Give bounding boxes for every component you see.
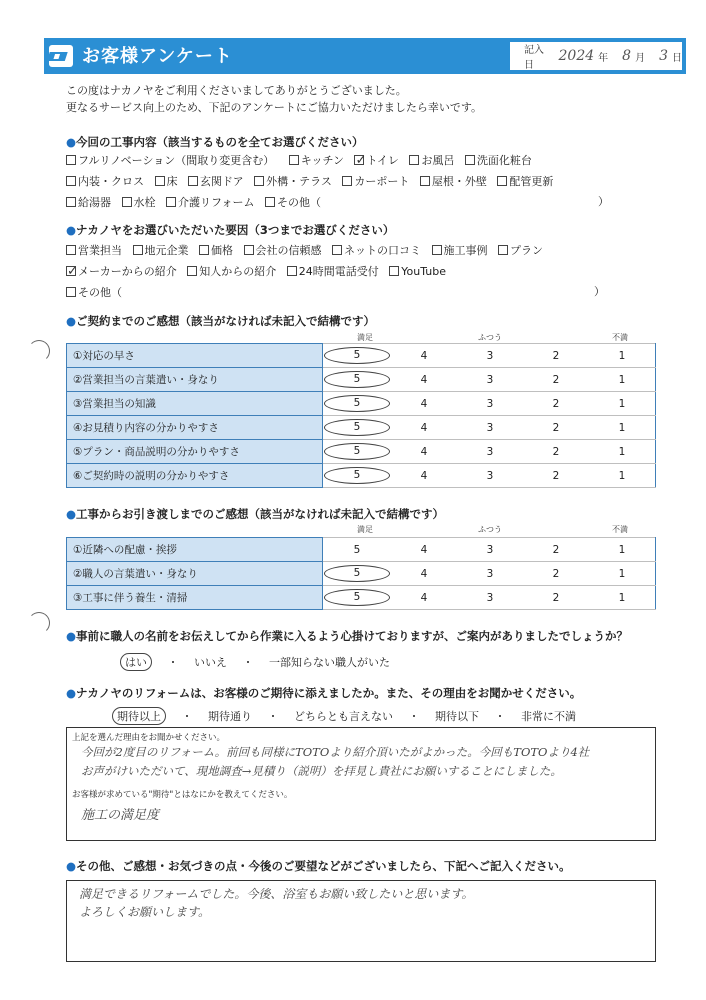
option-label: 床 xyxy=(166,175,178,188)
checkbox[interactable] xyxy=(66,287,76,297)
nakanoya-logo-icon xyxy=(49,45,73,67)
rating-2[interactable]: 2 xyxy=(552,349,560,362)
scale-low-label: 不満 xyxy=(612,333,628,342)
separator: ・ xyxy=(167,656,179,669)
q1-row-3 xyxy=(66,192,666,213)
day-value: 3 xyxy=(659,48,668,64)
q2-option[interactable] xyxy=(332,240,421,261)
close-paren: ） xyxy=(598,195,609,208)
rating-2[interactable]: 2 xyxy=(552,543,560,556)
option-label: キッチン xyxy=(300,154,344,167)
table-row xyxy=(67,464,656,488)
rating-3[interactable]: 3 xyxy=(486,543,494,556)
rating-cells xyxy=(323,562,656,586)
month-label: 月 xyxy=(635,52,646,64)
q1-option[interactable] xyxy=(188,171,244,192)
row-label: ①対応の早さ xyxy=(67,344,323,368)
checkbox[interactable] xyxy=(66,155,76,165)
rating-4[interactable]: 4 xyxy=(420,543,428,556)
row-label: ③営業担当の知識 xyxy=(67,392,323,416)
q1-option[interactable] xyxy=(354,150,398,171)
rating-3[interactable]: 3 xyxy=(486,445,494,458)
checkbox[interactable] xyxy=(342,176,352,186)
table-row xyxy=(67,392,656,416)
q2-row-3 xyxy=(66,282,666,303)
bullet-icon: ● xyxy=(66,223,77,237)
answer-yes-selected[interactable]: はい xyxy=(120,653,152,671)
q1-option[interactable] xyxy=(66,192,111,213)
rating-cells xyxy=(323,586,656,610)
option-label: 給湯器 xyxy=(78,196,111,209)
checkbox[interactable] xyxy=(420,176,430,186)
selected-circle[interactable]: 5 xyxy=(324,467,390,484)
q7-comment-box[interactable] xyxy=(66,880,656,962)
checkbox[interactable] xyxy=(465,155,475,165)
rating-3[interactable]: 3 xyxy=(486,469,494,482)
q1-title xyxy=(66,134,364,150)
bullet-icon: ● xyxy=(66,686,77,700)
rating-5[interactable] xyxy=(323,419,391,436)
option-label: 介護リフォーム xyxy=(178,196,255,209)
rating-4[interactable]: 4 xyxy=(420,567,428,580)
q1-option[interactable] xyxy=(166,192,254,213)
table-row xyxy=(67,586,656,610)
q1-option[interactable] xyxy=(342,171,409,192)
rating-5[interactable] xyxy=(323,395,391,412)
checkbox[interactable] xyxy=(155,176,165,186)
answer-below-expectation[interactable]: 期待以下 xyxy=(435,710,479,723)
separator: ・ xyxy=(494,710,506,723)
header-bar xyxy=(44,38,686,74)
intro-line-1: この度はナカノヤをご利用くださいましてありがとうございました。 xyxy=(66,84,407,97)
q7-title xyxy=(66,858,571,874)
q2-option[interactable] xyxy=(432,240,488,261)
rating-3[interactable]: 3 xyxy=(486,349,494,362)
year-label: 年 xyxy=(598,52,609,64)
option-label: その他（ xyxy=(276,196,321,209)
rating-2[interactable]: 2 xyxy=(552,469,560,482)
date-label: 記入日 xyxy=(524,45,544,71)
rating-1[interactable]: 1 xyxy=(618,469,626,482)
bullet-icon: ● xyxy=(66,135,77,149)
rating-cells xyxy=(323,368,656,392)
bullet-icon: ● xyxy=(66,859,77,873)
q1-options xyxy=(66,150,666,213)
date-box xyxy=(510,42,682,70)
answer-no[interactable]: いいえ xyxy=(194,656,227,669)
q2-option[interactable] xyxy=(287,261,379,282)
checkbox-checked[interactable] xyxy=(354,155,364,165)
q1-option[interactable] xyxy=(122,192,156,213)
checkbox[interactable] xyxy=(332,245,342,255)
checkbox[interactable] xyxy=(187,266,197,276)
q6-title xyxy=(66,685,581,701)
option-label: 地元企業 xyxy=(144,244,189,257)
q2-title xyxy=(66,222,394,238)
option-label: 24時間電話受付 xyxy=(298,265,379,278)
punch-hole-mark xyxy=(28,340,50,362)
q2-option[interactable] xyxy=(498,240,543,261)
rating-3[interactable]: 3 xyxy=(486,397,494,410)
rating-3[interactable]: 3 xyxy=(486,373,494,386)
q6-answers xyxy=(112,707,588,725)
q3-title-text: ご契約までのご感想（該当がなければ未記入で結構です） xyxy=(76,314,376,328)
checkbox[interactable] xyxy=(188,176,198,186)
table-row xyxy=(67,538,656,562)
q6-title-text: ナカノヤのリフォームは、お客様のご期待に添えましたか。また、その理由をお聞かせください。 xyxy=(76,686,582,700)
row-label: ②職人の言葉遣い・身なり xyxy=(67,562,323,586)
rating-5[interactable] xyxy=(323,347,391,364)
expect-handwriting: 施工の満足度 xyxy=(81,808,160,823)
row-label: ①近隣への配慮・挨拶 xyxy=(67,538,323,562)
q2-option[interactable] xyxy=(199,240,233,261)
scale-high-label: 満足 xyxy=(357,333,373,342)
rating-4[interactable]: 4 xyxy=(420,469,428,482)
q2-option[interactable] xyxy=(66,282,122,303)
checkbox[interactable] xyxy=(66,197,76,207)
rating-1[interactable]: 1 xyxy=(618,421,626,434)
rating-5[interactable] xyxy=(323,443,391,460)
bullet-icon: ● xyxy=(66,314,77,328)
bullet-icon: ● xyxy=(66,629,77,643)
rating-4[interactable]: 4 xyxy=(420,591,428,604)
rating-3[interactable]: 3 xyxy=(486,421,494,434)
rating-cells xyxy=(323,392,656,416)
page-title: お客様アンケート xyxy=(82,46,233,67)
rating-3[interactable]: 3 xyxy=(486,591,494,604)
q2-title-text: ナカノヤをお選びいただいた要因（3つまでお選びください） xyxy=(76,223,395,237)
selected-circle[interactable]: 5 xyxy=(324,443,390,460)
separator: ・ xyxy=(242,656,254,669)
rating-cells xyxy=(323,344,656,368)
intro-text xyxy=(66,82,482,116)
option-label: YouTube xyxy=(401,265,447,278)
option-label: プラン xyxy=(510,244,543,257)
checkbox[interactable] xyxy=(389,266,399,276)
option-label: 屋根・外壁 xyxy=(431,175,487,188)
rating-cells xyxy=(323,464,656,488)
checkbox[interactable] xyxy=(66,176,76,186)
selected-circle[interactable]: 5 xyxy=(324,347,390,364)
expect-label: お客様が求めている"期待"とはなにかを教えてください。 xyxy=(72,790,293,800)
checkbox[interactable] xyxy=(265,197,275,207)
punch-hole-mark xyxy=(28,612,50,634)
q1-option[interactable] xyxy=(66,171,144,192)
option-label: カーポート xyxy=(354,175,410,188)
option-label: その他（ xyxy=(78,286,122,299)
scale-mid-label: ふつう xyxy=(478,333,502,342)
q5-title-text: 事前に職人の名前をお伝えしてから作業に入るよう心掛けておりますが、ご案内がありましたでしょうか？ xyxy=(76,629,629,643)
checkbox[interactable] xyxy=(287,266,297,276)
q2-option[interactable] xyxy=(389,261,446,282)
checkbox[interactable] xyxy=(254,176,264,186)
q5-answers xyxy=(120,653,402,671)
option-label: 洗面化粧台 xyxy=(476,154,532,167)
q4-rating-table xyxy=(66,537,656,610)
rating-1[interactable]: 1 xyxy=(618,591,626,604)
separator: ・ xyxy=(267,710,279,723)
option-label: 会社の信頼感 xyxy=(255,244,322,257)
q1-option[interactable] xyxy=(155,171,178,192)
q2-option[interactable] xyxy=(133,240,189,261)
row-label: ⑤プラン・商品説明の分かりやすさ xyxy=(67,440,323,464)
reason-handwriting-line-1: 今回が2度目のリフォーム。前回も同様にTOTOより紹介頂いたがよかった。今回もTOTOより4社 xyxy=(81,745,590,759)
rating-5[interactable]: 5 xyxy=(353,543,361,556)
bullet-icon: ● xyxy=(66,507,77,521)
checkbox[interactable] xyxy=(166,197,176,207)
q2-row-2 xyxy=(66,261,666,282)
selected-circle[interactable]: 5 xyxy=(324,395,390,412)
table-row xyxy=(67,344,656,368)
q3-rating-table xyxy=(66,343,656,488)
selected-circle[interactable]: 5 xyxy=(324,565,390,582)
q2-option[interactable] xyxy=(187,261,276,282)
option-label: 価格 xyxy=(211,244,233,257)
checkbox[interactable] xyxy=(133,245,143,255)
q1-option[interactable] xyxy=(420,171,487,192)
q1-option[interactable] xyxy=(465,150,532,171)
rating-1[interactable]: 1 xyxy=(618,445,626,458)
checkbox[interactable] xyxy=(498,245,508,255)
rating-5[interactable] xyxy=(323,565,391,582)
option-label: 玄関ドア xyxy=(200,175,244,188)
q2-option[interactable] xyxy=(66,240,122,261)
scale-high-label: 満足 xyxy=(357,525,373,534)
option-label: お風呂 xyxy=(421,154,455,167)
q6-reason-box[interactable] xyxy=(66,727,656,841)
rating-cells xyxy=(323,416,656,440)
option-label: 水栓 xyxy=(133,196,156,209)
comment-handwriting-line-1: 満足できるリフォームでした。今後、浴室もお願い致したいと思います。 xyxy=(79,887,474,901)
rating-3[interactable]: 3 xyxy=(486,567,494,580)
reason-label: 上記を選んだ理由をお聞かせください。 xyxy=(72,733,226,743)
checkbox[interactable] xyxy=(409,155,419,165)
rating-5[interactable] xyxy=(323,467,391,484)
rating-cells xyxy=(323,538,656,562)
rating-1[interactable]: 1 xyxy=(618,543,626,556)
rating-2[interactable]: 2 xyxy=(552,397,560,410)
checkbox[interactable] xyxy=(289,155,299,165)
q2-row-1 xyxy=(66,240,666,261)
row-label: ②営業担当の言葉遣い・身なり xyxy=(67,368,323,392)
scale-mid-label: ふつう xyxy=(478,525,502,534)
rating-1[interactable]: 1 xyxy=(618,349,626,362)
checkbox[interactable] xyxy=(122,197,132,207)
rating-1[interactable]: 1 xyxy=(618,397,626,410)
rating-2[interactable]: 2 xyxy=(552,567,560,580)
option-label: 配管更新 xyxy=(509,175,554,188)
q2-option[interactable] xyxy=(66,261,177,282)
option-label: 外構・テラス xyxy=(266,175,332,188)
option-label: 内装・クロス xyxy=(78,175,144,188)
answer-partial[interactable]: 一部知らない職人がいた xyxy=(269,656,390,669)
separator: ・ xyxy=(408,710,420,723)
rating-4[interactable]: 4 xyxy=(420,349,428,362)
reason-handwriting-line-2: お声がけいただいて、現地調査→見積り（説明）を拝見し貴社にお願いすることにしました。 xyxy=(81,764,562,778)
option-label: ネットの口コミ xyxy=(344,244,421,257)
table-row xyxy=(67,368,656,392)
table-row xyxy=(67,562,656,586)
q1-option[interactable] xyxy=(254,171,332,192)
q1-option[interactable] xyxy=(66,150,274,171)
rating-5[interactable] xyxy=(323,371,391,388)
q1-option[interactable] xyxy=(497,171,553,192)
rating-4[interactable]: 4 xyxy=(420,421,428,434)
option-label: フルリノベーション（間取り変更含む） xyxy=(78,154,275,167)
q2-options xyxy=(66,240,666,303)
rating-2[interactable]: 2 xyxy=(552,421,560,434)
year-value: 2024 xyxy=(558,48,595,64)
option-label: 営業担当 xyxy=(78,244,122,257)
answer-as-expected[interactable]: 期待通り xyxy=(208,710,252,723)
q1-option[interactable] xyxy=(265,192,321,213)
answer-very-dissatisfied[interactable]: 非常に不満 xyxy=(521,710,576,723)
rating-4[interactable]: 4 xyxy=(420,373,428,386)
selected-circle[interactable]: 5 xyxy=(324,371,390,388)
separator: ・ xyxy=(181,710,193,723)
close-paren: ） xyxy=(594,285,605,298)
answer-above-expectation-selected[interactable]: 期待以上 xyxy=(112,707,166,725)
option-label: 施工事例 xyxy=(443,244,488,257)
row-label: ⑥ご契約時の説明の分かりやすさ xyxy=(67,464,323,488)
month-value: 8 xyxy=(622,48,632,64)
checkbox-checked[interactable] xyxy=(66,266,76,276)
scale-low-label: 不満 xyxy=(612,525,628,534)
option-label: メーカーからの紹介 xyxy=(78,265,177,278)
table-row xyxy=(67,440,656,464)
selected-circle[interactable]: 5 xyxy=(324,589,390,606)
comment-handwriting-line-2: よろしくお願いします。 xyxy=(79,905,211,919)
rating-2[interactable]: 2 xyxy=(552,445,560,458)
rating-1[interactable]: 1 xyxy=(618,567,626,580)
q3-title xyxy=(66,313,375,329)
checkbox[interactable] xyxy=(199,245,209,255)
checkbox[interactable] xyxy=(497,176,507,186)
rating-cells xyxy=(323,440,656,464)
option-label: 知人からの紹介 xyxy=(199,265,277,278)
selected-circle[interactable]: 5 xyxy=(324,419,390,436)
checkbox[interactable] xyxy=(244,245,254,255)
table-row xyxy=(67,416,656,440)
checkbox[interactable] xyxy=(66,245,76,255)
rating-5[interactable] xyxy=(323,589,391,606)
q1-option[interactable] xyxy=(289,150,344,171)
rating-4[interactable]: 4 xyxy=(420,445,428,458)
row-label: ④お見積り内容の分かりやすさ xyxy=(67,416,323,440)
q1-row-2 xyxy=(66,171,666,192)
rating-1[interactable]: 1 xyxy=(618,373,626,386)
row-label: ③工事に伴う養生・清掃 xyxy=(67,586,323,610)
q4-title xyxy=(66,506,444,522)
q7-title-text: その他、ご感想・お気づきの点・今後のご要望などがございましたら、下記へご記入ください。 xyxy=(76,859,571,873)
q1-option[interactable] xyxy=(409,150,454,171)
rating-2[interactable]: 2 xyxy=(552,373,560,386)
checkbox[interactable] xyxy=(432,245,442,255)
q1-title-text: 今回の工事内容（該当するものを全てお選びください） xyxy=(76,135,364,149)
rating-2[interactable]: 2 xyxy=(552,591,560,604)
intro-line-2: 更なるサービス向上のため、下記のアンケートにご協力いただけましたら幸いです。 xyxy=(66,101,483,114)
day-label: 日 xyxy=(672,52,682,64)
q5-title xyxy=(66,628,628,644)
answer-neutral[interactable]: どちらとも言えない xyxy=(294,710,393,723)
q2-option[interactable] xyxy=(244,240,322,261)
q1-row-1 xyxy=(66,150,666,171)
option-label: トイレ xyxy=(366,154,399,167)
q4-title-text: 工事からお引き渡しまでのご感想（該当がなければ未記入で結構です） xyxy=(76,507,445,521)
rating-4[interactable]: 4 xyxy=(420,397,428,410)
